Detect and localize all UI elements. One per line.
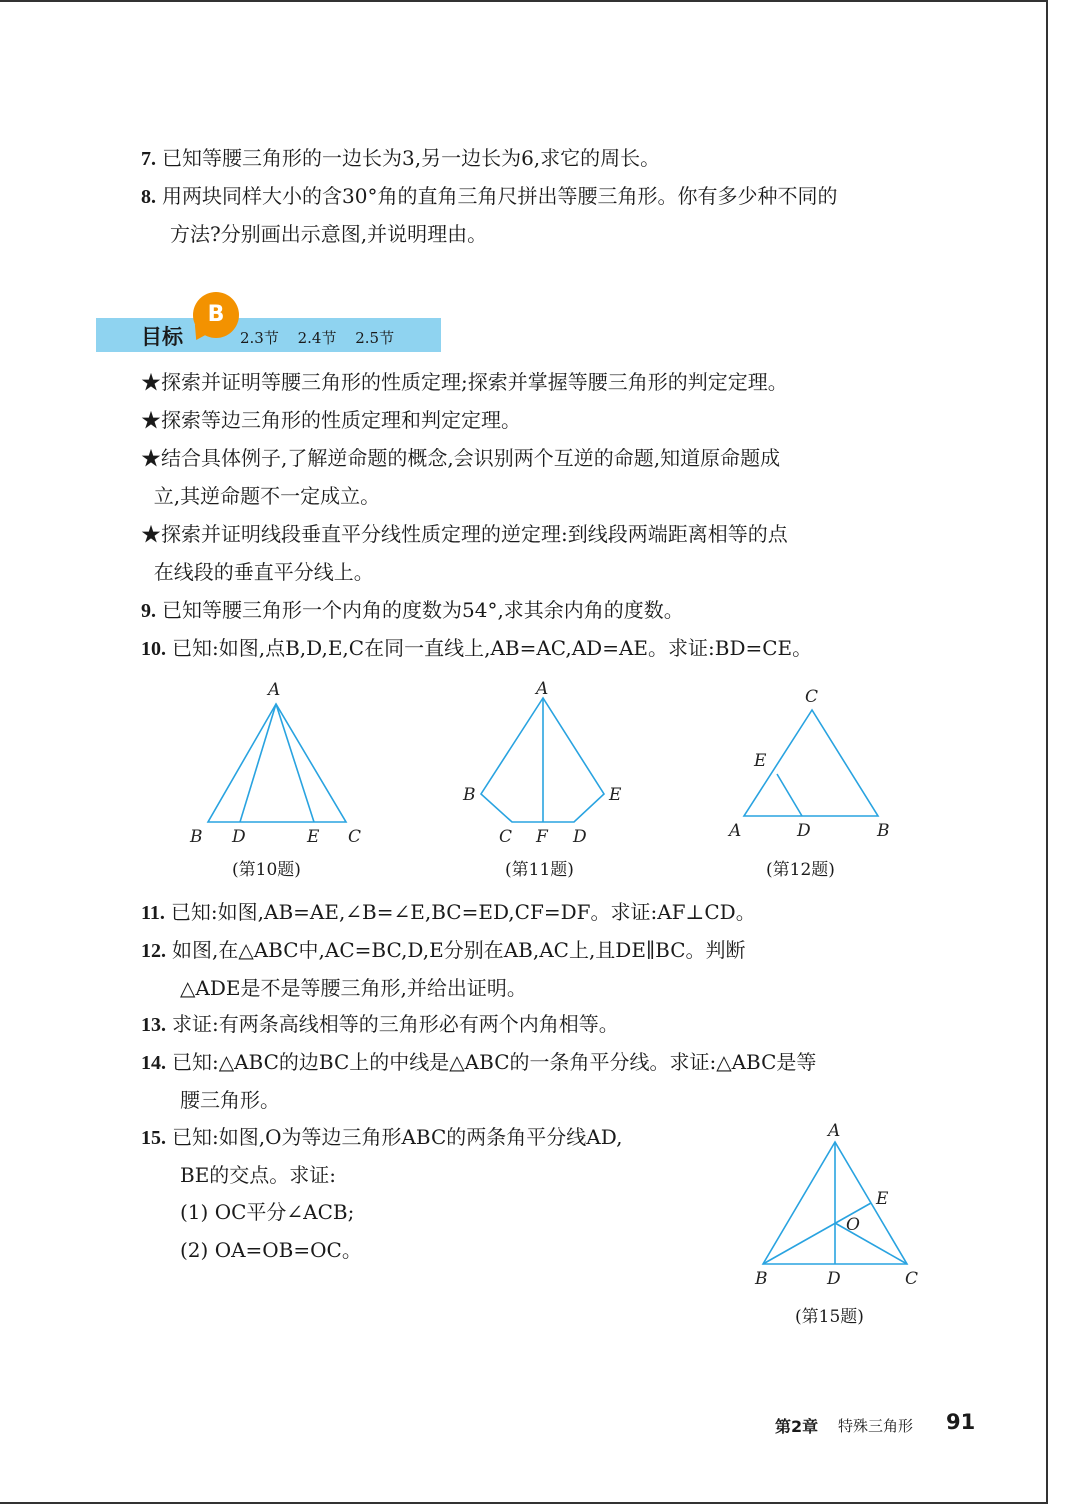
problem-14-cont: 腰三角形。 — [180, 1088, 280, 1112]
fig15-label-a: A — [828, 1121, 841, 1141]
objective-3: ★结合具体例子,了解逆命题的概念,会识别两个互逆的命题,知道原命题成 — [141, 446, 781, 470]
figure-10 — [180, 676, 380, 851]
figure-12-svg — [722, 676, 902, 851]
caption-11: (第11题) — [505, 860, 574, 880]
page-number: 91 — [946, 1410, 976, 1434]
fig15-label-b: B — [755, 1269, 768, 1289]
caption-15: (第15题) — [795, 1307, 864, 1327]
problem-13: 13. 求证:有两条高线相等的三角形必有两个内角相等。 — [141, 1012, 619, 1036]
objective-4-cont: 在线段的垂直平分线上。 — [141, 560, 374, 584]
figure-10-svg — [180, 676, 380, 851]
objective-4: ★探索并证明线段垂直平分线性质定理的逆定理:到线段两端距离相等的点 — [141, 522, 788, 546]
banner-sections: 2.3节 2.4节 2.5节 — [240, 329, 395, 347]
problem-15-part-1: (1) OC平分∠ACB; — [180, 1200, 355, 1224]
problem-11: 11. 已知:如图,AB=AE,∠B=∠E,BC=ED,CF=DF。求证:AF⊥CD。 — [141, 900, 756, 924]
level-badge: B — [193, 292, 239, 338]
problem-10: 10. 已知:如图,点B,D,E,C在同一直线上,AB=AC,AD=AE。求证:BD=CE。 — [141, 636, 813, 660]
problem-8: 8. 用两块同样大小的含30°角的直角三角尺拼出等腰三角形。你有多少种不同的 — [141, 184, 838, 208]
problem-15-part-2: (2) OA=OB=OC。 — [180, 1238, 362, 1262]
fig11-label-d: D — [573, 827, 587, 847]
objective-2: ★探索等边三角形的性质定理和判定定理。 — [141, 408, 521, 432]
objective-1: ★探索并证明等腰三角形的性质定理;探索并掌握等腰三角形的判定定理。 — [141, 370, 788, 394]
fig15-label-d: D — [827, 1269, 841, 1289]
problem-12-cont: △ADE是不是等腰三角形,并给出证明。 — [180, 976, 527, 1000]
fig10-triangle-abc — [208, 704, 346, 822]
fig11-label-a: A — [536, 679, 549, 699]
fig12-label-c: C — [805, 687, 819, 707]
footer-chapter-title: 特殊三角形 — [838, 1417, 914, 1435]
fig11-label-b: B — [463, 785, 476, 805]
fig10-label-c: C — [348, 827, 362, 847]
fig12-label-d: D — [797, 821, 811, 841]
figure-15-svg — [748, 1116, 928, 1296]
caption-10: (第10题) — [232, 860, 301, 880]
problem-14: 14. 已知:△ABC的边BC上的中线是△ABC的一条角平分线。求证:△ABC是等 — [141, 1050, 817, 1074]
fig11-label-c: C — [499, 827, 513, 847]
fig15-label-o: O — [846, 1215, 860, 1235]
problem-15-cont: BE的交点。求证: — [180, 1163, 337, 1187]
caption-12: (第12题) — [766, 860, 835, 880]
fig10-label-d: D — [232, 827, 246, 847]
fig10-label-b: B — [190, 827, 203, 847]
banner-title: 目标 — [141, 325, 183, 349]
problem-7: 7. 已知等腰三角形的一边长为3,另一边长为6,求它的周长。 — [141, 146, 661, 170]
figure-15 — [748, 1116, 928, 1296]
fig12-segment-de — [777, 774, 802, 816]
fig10-segment-ae — [276, 704, 314, 822]
footer-chapter: 第2章 — [775, 1417, 819, 1436]
fig11-label-f: F — [536, 827, 548, 847]
problem-8-cont: 方法?分别画出示意图,并说明理由。 — [170, 222, 488, 246]
problem-12: 12. 如图,在△ABC中,AC=BC,D,E分别在AB,AC上,且DE∥BC。判断 — [141, 938, 746, 962]
figure-11-svg — [458, 676, 638, 851]
problem-9: 9. 已知等腰三角形一个内角的度数为54°,求其余内角的度数。 — [141, 598, 684, 622]
problem-15: 15. 已知:如图,O为等边三角形ABC的两条角平分线AD, — [141, 1125, 623, 1149]
fig10-label-a: A — [268, 680, 281, 700]
figure-12 — [722, 676, 902, 851]
fig15-label-e: E — [876, 1189, 889, 1209]
fig15-label-c: C — [905, 1269, 919, 1289]
fig12-label-b: B — [877, 821, 890, 841]
fig12-label-a: A — [729, 821, 742, 841]
fig10-label-e: E — [307, 827, 320, 847]
fig12-label-e: E — [754, 751, 767, 771]
fig10-segment-ad — [240, 704, 276, 822]
figure-11 — [458, 676, 638, 851]
objective-3-cont: 立,其逆命题不一定成立。 — [141, 484, 381, 508]
fig11-label-e: E — [609, 785, 622, 805]
